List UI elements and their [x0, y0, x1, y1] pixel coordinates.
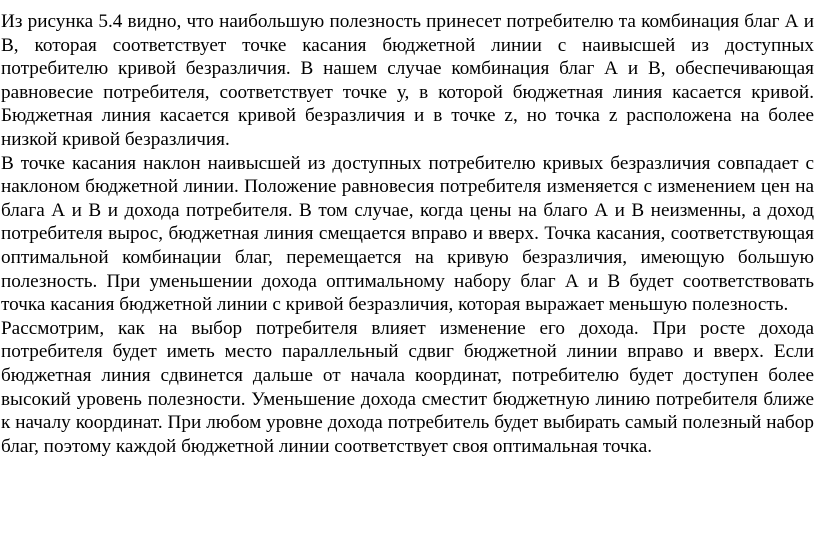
paragraph-tangency-slope: В точке касания наклон наивысшей из доступных потребителю кривых безразличия совпадает с наклоном бюджетной линии. Положение равновесия потребителя изменяется с изменением цен на блага А и В и дохода потребителя. В том случае, когда цены на благо А и В неизменны, а доход потребителя вырос, бюджетная линия смещается вправо и вверх. Точка касания, соответствующая оптимальной комбинации благ, перемещается на кривую безразличия, имеющую большую полезность. При уменьшении дохода оптимальному набору благ А и В будет соответствовать точка касания бюджетной линии с кривой безразличия, которая выражает меньшую полезность.: [1, 152, 814, 316]
paragraph-consumer-equilibrium: Из рисунка 5.4 видно, что наибольшую полезность принесет потребителю та комбинация благ А и В, которая соответствует точке касания бюджетной линии с наивысшей из доступных потребителю кривой безразличия. В нашем случае комбинация благ А и В, обеспечивающая равновесие потребителя, соответствует точке у, в которой бюджетная линия касается кривой. Бюджетная линия касается кривой безразличия и в точке z, но точка z расположена на более низкой кривой безразличия.: [1, 11, 814, 150]
paragraph-income-change: Рассмотрим, как на выбор потребителя влияет изменение его дохода. При росте дохода потребителя будет иметь место параллельный сдвиг бюджетной линии вправо и вверх. Если бюджетная линия сдвинется дальше от начала координат, потребителю будет доступен более высокий уровень полезности. Уменьшение дохода сместит бюджетную линию потребителя ближе к началу координат. При любом уровне дохода потребитель будет выбирать самый полезный набор благ, поэтому каждой бюджетной линии соответствует своя оптимальная точка.: [1, 317, 814, 457]
